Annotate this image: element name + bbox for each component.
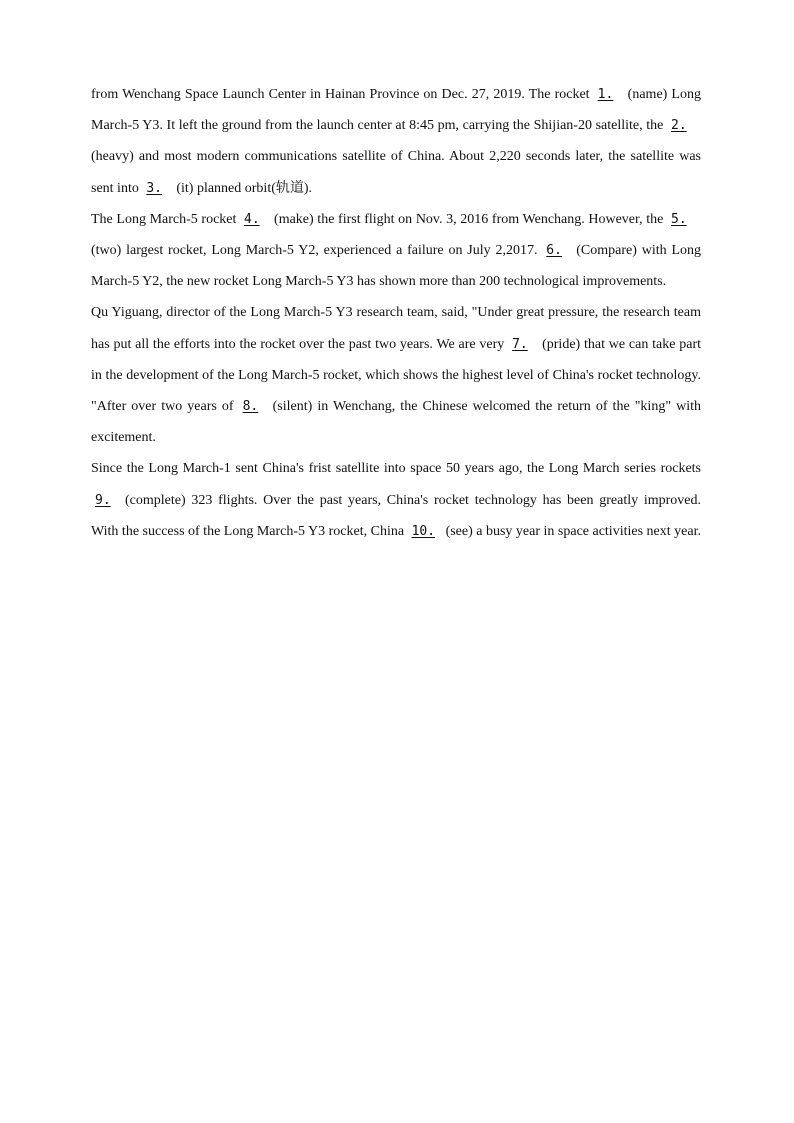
passage-text: (name) Long March-5 Y3. It left the ground from the launch center at 8:45 pm, carrying the Shijian-20 satellite, the <box>91 87 701 134</box>
answer-blank: 1. <box>597 87 614 102</box>
passage-text: from Wenchang Space Launch Center in Hainan Province on Dec. 27, 2019. The rocket <box>91 87 594 102</box>
passage-body <box>91 79 701 547</box>
passage-text: (it) planned orbit(轨道). <box>176 180 313 196</box>
passage-text: (see) a busy year in space activities next year. <box>445 523 701 539</box>
passage-text: (make) the first flight on Nov. 3, 2016 from Wenchang. However, the <box>274 211 667 227</box>
passage-text: (Compare) with Long March-5 Y2, the new rocket Long March-5 Y3 has shown more than 200 technological improvements. <box>91 243 701 290</box>
passage-text: (pride) that we can take part in the development of the Long March-5 rocket, which shows the highest level of China's rocket technology. "After over two years of <box>91 336 702 415</box>
paragraph-3 <box>91 297 701 453</box>
answer-blank: 7. <box>512 336 528 352</box>
answer-blank: 2. <box>671 118 687 134</box>
answer-blank: 3. <box>146 180 162 196</box>
paragraph-2 <box>91 204 701 298</box>
answer-blank: 4. <box>244 211 260 227</box>
answer-blank: 8. <box>242 399 259 415</box>
paragraph-1 <box>91 79 701 204</box>
passage-text: The Long March-5 rocket <box>91 211 241 227</box>
passage-text: (heavy) and most modern communications satellite of China. About 2,220 seconds later, the satellite was sent into <box>91 149 701 196</box>
answer-blank: 9. <box>95 492 111 508</box>
answer-blank: 10. <box>411 523 436 539</box>
passage-text: (complete) 323 flights. Over the past years, China's rocket technology has been greatly improved. With the success of the Long March-5 Y3 rocket, China <box>91 492 701 539</box>
passage-text: (two) largest rocket, Long March-5 Y2, experienced a failure on July 2,2017. <box>91 243 543 259</box>
paragraph-4 <box>91 453 701 547</box>
answer-blank: 5. <box>671 211 687 227</box>
passage-text: Qu Yiguang, director of the Long March-5 Y3 research team, said, "Under great pressure, the research team has put all the efforts into the rocket over the past two years. We are very <box>91 305 701 352</box>
passage-text: Since the Long March-1 sent China's frist satellite into space 50 years ago, the Long March series rockets <box>91 461 701 477</box>
passage-text: (silent) in Wenchang, the Chinese welcomed the return of the "king" with excitement. <box>91 399 701 446</box>
answer-blank: 6. <box>546 243 562 259</box>
